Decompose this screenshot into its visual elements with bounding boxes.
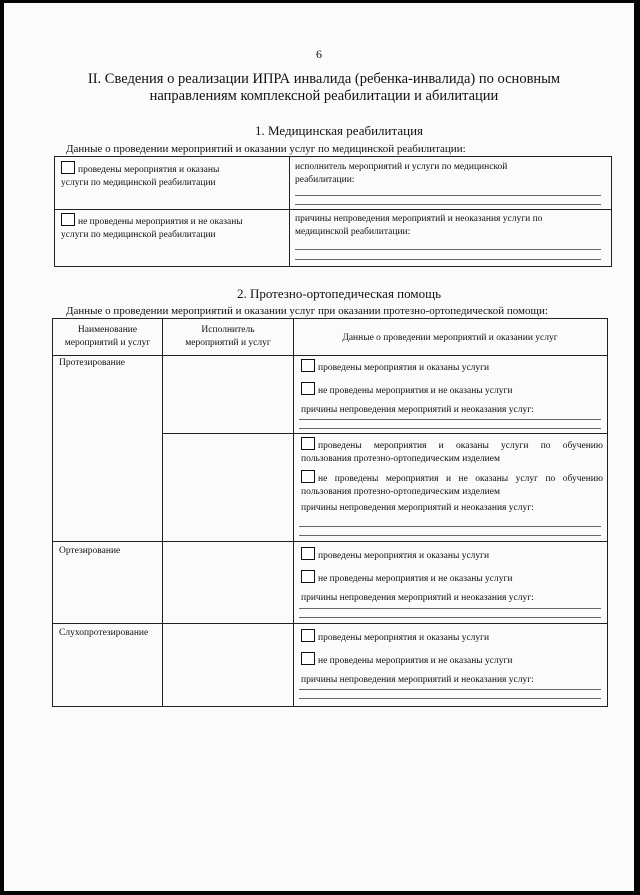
med-row2-right-cell — [295, 213, 605, 239]
med-reasons-fill-line-1[interactable] — [295, 249, 601, 250]
training-reasons-line-2[interactable] — [299, 535, 601, 536]
prosthetics-done-checkbox[interactable] — [301, 359, 315, 372]
orthotics-reasons-line-1[interactable] — [299, 608, 601, 609]
hearing-reasons-line-1[interactable] — [299, 689, 601, 690]
medical-rehab-table — [54, 156, 612, 267]
prosthetics-reasons-line-2[interactable] — [299, 428, 601, 429]
med-reasons-label-1: причины непроведения мероприятий и неоказания услуги по — [295, 214, 543, 224]
med-reasons-fill-line-2[interactable] — [295, 259, 601, 260]
med-executor-fill-line-1[interactable] — [295, 195, 601, 196]
orthotics-not-done-checkbox[interactable] — [301, 570, 315, 583]
prosthetics-reasons-line-1[interactable] — [299, 419, 601, 420]
med-reasons-label-2: медицинской реабилитации: — [295, 227, 411, 237]
med-row1-left-cell — [61, 161, 286, 190]
training-done-checkbox[interactable] — [301, 437, 315, 450]
training-reasons-line-1[interactable] — [299, 526, 601, 527]
orthotics-cell: проведены мероприятия и оказаны услуги не проведены мероприятия и не оказаны услуги причины непроведения мероприятий и неоказания услуг: — [301, 547, 601, 605]
med-not-done-checkbox[interactable] — [61, 213, 75, 226]
title-line-1: II. Сведения о реализации ИПРА инвалида (ребенка-инвалида) по основным — [87, 71, 561, 87]
med-row1-right-cell — [295, 161, 605, 187]
med-executor-label-1: исполнитель мероприятий и услуги по медицинской — [295, 162, 508, 172]
section-title — [44, 71, 604, 105]
med-not-done-label-1: не проведены мероприятия и не оказаны — [78, 217, 243, 227]
hearing-done-checkbox[interactable] — [301, 629, 315, 642]
orthotics-reasons-line-2[interactable] — [299, 617, 601, 618]
hearing-not-done-checkbox[interactable] — [301, 652, 315, 665]
col-header-name: Наименование мероприятий и услуг — [64, 325, 151, 348]
hearing-reasons-line-2[interactable] — [299, 698, 601, 699]
med-executor-label-2: реабилитации: — [295, 175, 355, 185]
training-not-done-checkbox[interactable] — [301, 470, 315, 483]
orthotics-done-checkbox[interactable] — [301, 547, 315, 560]
prosthetics-training-cell: проведены мероприятия и оказаны услуги по обучению пользования протезно-ортопедическим изделием не проведены мероприятия и не оказаны услуг по обучению пользования протезно-ортопедическим изделием причины непроведения мероприятий и неоказания услуг: — [301, 437, 603, 515]
med-row2-left-cell — [61, 213, 286, 242]
med-done-label-2: услуги по медицинской реабилитации — [61, 178, 216, 188]
page-number: 6 — [316, 47, 322, 61]
document-page — [4, 3, 634, 891]
med-done-checkbox[interactable] — [61, 161, 75, 174]
prosthetics-cell: проведены мероприятия и оказаны услуги не проведены мероприятия и не оказаны услуги причины непроведения мероприятий и неоказания услуг: — [301, 359, 601, 417]
prosthetic-heading: 2. Протезно-ортопедическая помощь — [236, 286, 442, 301]
prosthetic-caption: Данные о проведении мероприятий и оказании услуг при оказании протезно-ортопедической помощи: — [66, 305, 548, 317]
hearing-aids-cell: проведены мероприятия и оказаны услуги не проведены мероприятия и не оказаны услуги причины непроведения мероприятий и неоказания услуг: — [301, 629, 601, 687]
medical-rehab-heading: 1. Медицинская реабилитация — [254, 123, 424, 138]
col-header-data: Данные о проведении мероприятий и оказании услуг — [342, 333, 558, 343]
med-not-done-label-2: услуги по медицинской реабилитации — [61, 230, 216, 240]
row-name-orthotics: Ортезирование — [59, 546, 121, 556]
title-line-2: направлениям комплексной реабилитации и абилитации — [149, 88, 499, 104]
prosthetic-table — [52, 318, 608, 707]
row-name-hearing-aids: Слухопротезирование — [59, 628, 149, 638]
med-executor-fill-line-2[interactable] — [295, 204, 601, 205]
med-done-label-1: проведены мероприятия и оказаны — [78, 165, 220, 175]
medical-rehab-caption: Данные о проведении мероприятий и оказании услуг по медицинской реабилитации: — [66, 143, 466, 155]
row-name-prosthetics: Протезирование — [59, 358, 126, 368]
col-header-executor: Исполнитель мероприятий и услуг — [185, 325, 271, 348]
prosthetics-not-done-checkbox[interactable] — [301, 382, 315, 395]
